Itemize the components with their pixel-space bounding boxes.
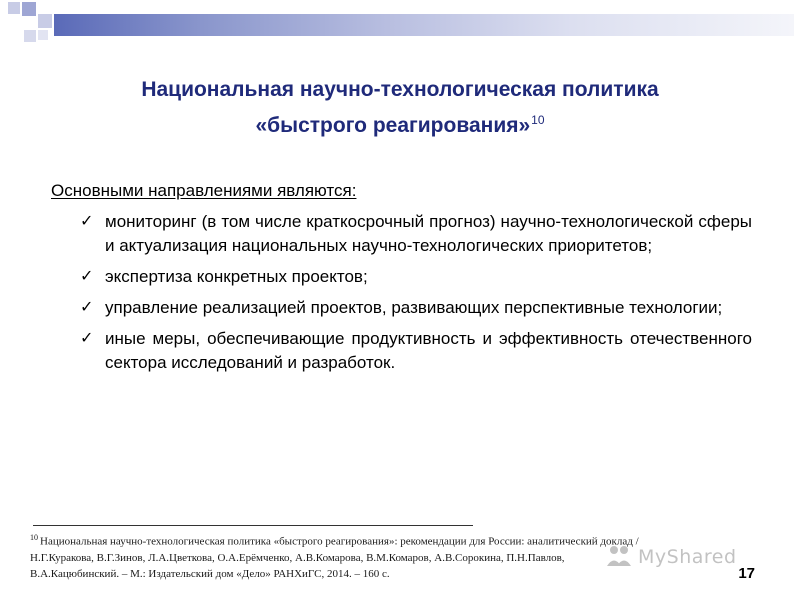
page-number: 17 [738, 565, 755, 582]
title-footnote-ref: 10 [531, 113, 545, 127]
bullet-text: мониторинг (в том числе краткосрочный прогноз) научно-технологической сферы и актуализация национальных научно-технологических приоритетов; [105, 212, 752, 255]
title-line-1: Национальная научно-технологическая политика [141, 78, 659, 101]
bullet-text: иные меры, обеспечивающие продуктивность и эффективность отечественного сектора исследований и разработок. [105, 329, 752, 372]
check-icon: ✓ [80, 213, 94, 230]
bullet-text: экспертиза конкретных проектов; [105, 267, 368, 286]
decor-square [24, 30, 36, 42]
check-icon: ✓ [80, 330, 94, 347]
decor-square [38, 30, 48, 40]
bullet-item [80, 327, 752, 375]
decor-square [38, 14, 52, 28]
people-icon [604, 542, 634, 572]
header-gradient-bar [54, 14, 794, 36]
check-icon: ✓ [80, 268, 94, 285]
check-icon: ✓ [80, 299, 94, 316]
title-line-2-text: «быстрого реагирования» [255, 114, 531, 137]
intro-text: Основными направлениями являются: [51, 181, 357, 200]
decor-square [22, 2, 36, 16]
watermark-text: MyShared [638, 546, 737, 568]
bullet-item [80, 265, 752, 289]
bullet-text: управление реализацией проектов, развивающих перспективные технологии; [105, 298, 723, 317]
footnote-text-1: Национальная научно-технологическая политика «быстрого реагирования»: рекомендации для России: аналитический доклад / [40, 535, 639, 548]
footnote-line-3: В.А.Кацюбинский. – М.: Издательский дом «Дело» РАНХиГС, 2014. – 160 с. [30, 567, 390, 580]
bullet-item [80, 210, 752, 258]
slide-title [40, 74, 760, 141]
watermark [598, 540, 748, 574]
decor-square [8, 2, 20, 14]
bullet-list [80, 210, 752, 375]
title-line-2 [40, 105, 760, 141]
bullet-item [80, 296, 752, 320]
footnote-line-2: Н.Г.Куракова, В.Г.Зинов, Л.А.Цветкова, О.А.Ерёмченко, А.В.Комарова, В.М.Комаров, А.В.Сорокина, П.Н.Павлов, [30, 551, 565, 564]
footnote-divider [33, 525, 473, 526]
footnote-marker: 10 [30, 533, 38, 542]
